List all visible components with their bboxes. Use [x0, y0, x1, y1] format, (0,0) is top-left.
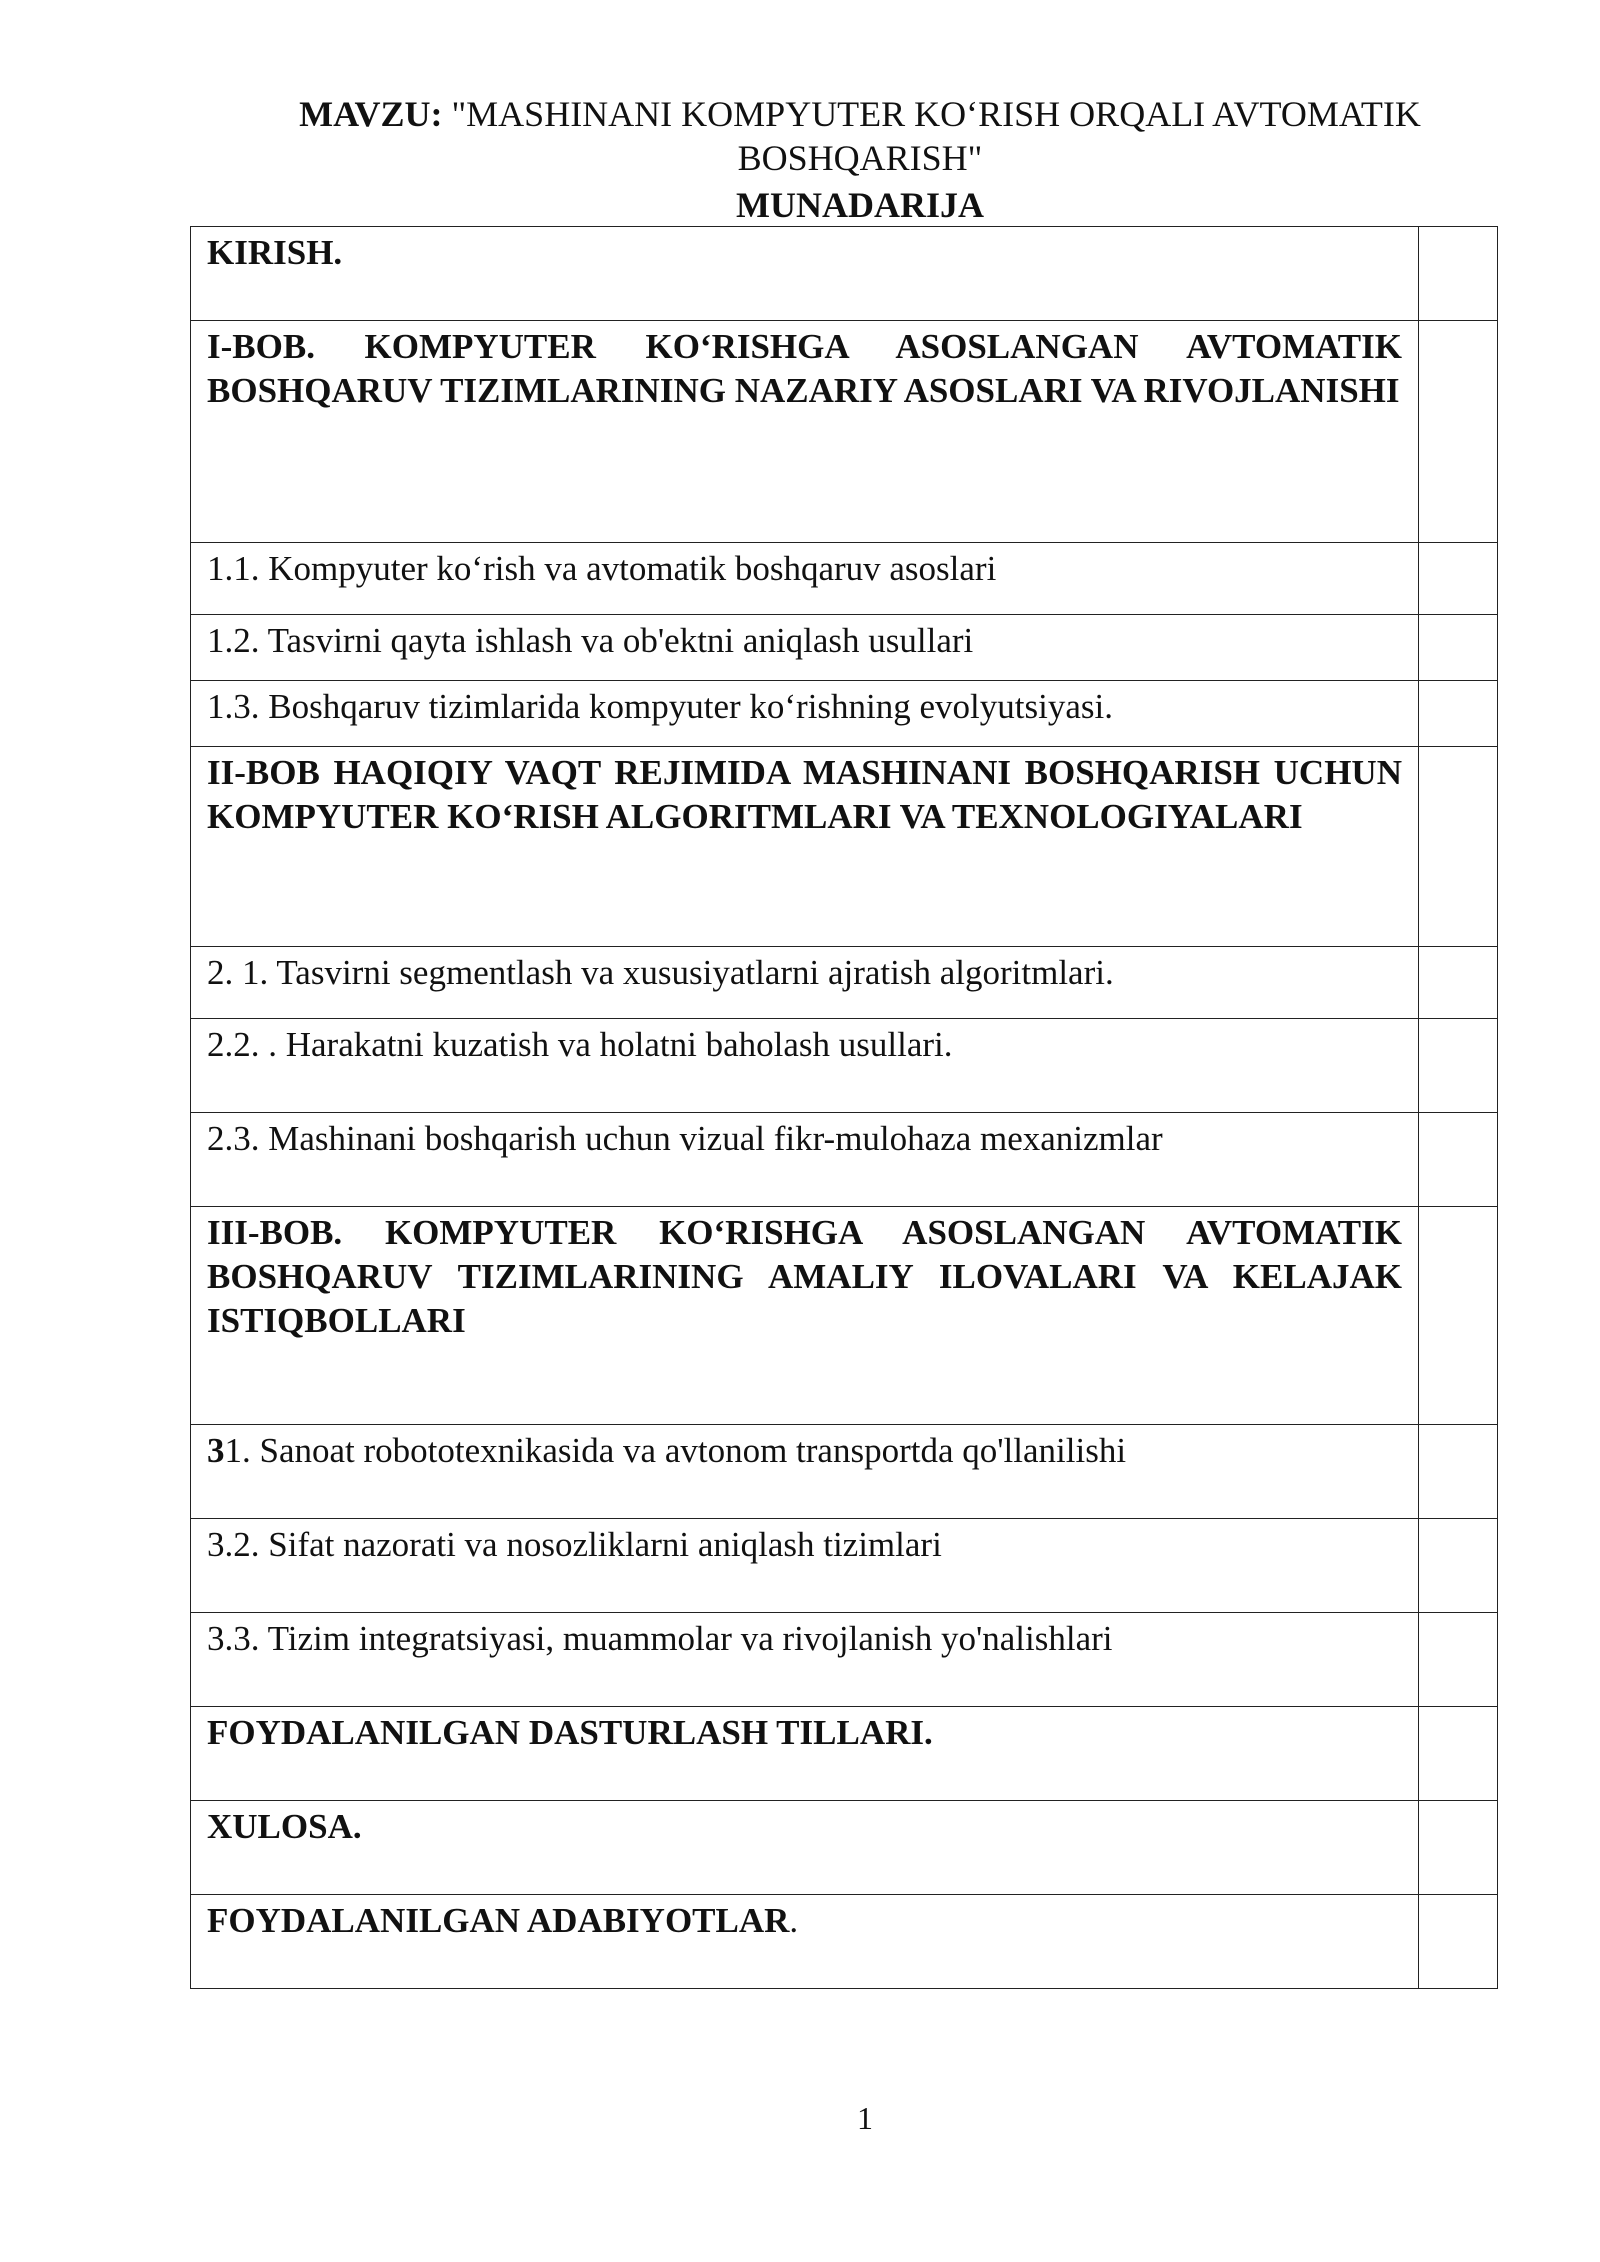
toc-page-cell — [1419, 615, 1498, 681]
toc-row-kirish — [191, 227, 1498, 321]
toc-entry-section-2-2: 2.2. . Harakatni kuzatish va holatni baholash usullari. — [191, 1019, 1419, 1113]
toc-page-cell — [1419, 1425, 1498, 1519]
toc-page-cell — [1419, 227, 1498, 321]
toc-row-section-2-3 — [191, 1113, 1498, 1207]
adabiyotlar-text: FOYDALANILGAN ADABIYOTLAR — [207, 1901, 790, 1940]
toc-row-section-2-1 — [191, 947, 1498, 1019]
toc-row-chapter-2 — [191, 747, 1498, 947]
table-of-contents — [190, 226, 1498, 1989]
toc-row-section-3-2 — [191, 1519, 1498, 1613]
toc-entry-section-1-1: 1.1. Kompyuter ko‘rish va avtomatik boshqaruv asoslari — [191, 543, 1419, 615]
document-title — [190, 92, 1530, 180]
toc-entry-chapter-1: I-BOB. KOMPYUTER KO‘RISHGA ASOSLANGAN AVTOMATIK BOSHQARUV TIZIMLARINING NAZARIY ASOSLARI VA RIVOJLANISHI — [191, 321, 1419, 543]
toc-entry-chapter-3: III-BOB. KOMPYUTER KO‘RISHGA ASOSLANGAN AVTOMATIK BOSHQARUV TIZIMLARINING AMALIY ILOVALARI VA KELAJAK ISTIQBOLLARI — [191, 1207, 1419, 1425]
toc-row-section-1-1 — [191, 543, 1498, 615]
toc-page-cell — [1419, 1519, 1498, 1613]
section-3-1-number: 3 — [207, 1431, 225, 1470]
toc-page-cell — [1419, 681, 1498, 747]
toc-entry-chapter-2: II-BOB HAQIQIY VAQT REJIMIDA MASHINANI BOSHQARISH UCHUN KOMPYUTER KO‘RISH ALGORITMLARI VA TEXNOLOGIYALARI — [191, 747, 1419, 947]
title-label: MAVZU: — [299, 94, 443, 134]
toc-entry-section-3-2: 3.2. Sifat nazorati va nosozliklarni aniqlash tizimlari — [191, 1519, 1419, 1613]
toc-row-section-1-2 — [191, 615, 1498, 681]
toc-row-section-3-1 — [191, 1425, 1498, 1519]
toc-page-cell — [1419, 543, 1498, 615]
toc-entry-section-2-1: 2. 1. Tasvirni segmentlash va xususiyatlarni ajratish algoritmlari. — [191, 947, 1419, 1019]
toc-entry-section-3-3: 3.3. Tizim integratsiyasi, muammolar va rivojlanish yo'nalishlari — [191, 1613, 1419, 1707]
toc-page-cell — [1419, 1207, 1498, 1425]
toc-page-cell — [1419, 1895, 1498, 1989]
toc-entry-kirish: KIRISH. — [191, 227, 1419, 321]
toc-page-cell — [1419, 947, 1498, 1019]
toc-page-cell — [1419, 1613, 1498, 1707]
page-number: 1 — [857, 2100, 873, 2136]
toc-row-languages — [191, 1707, 1498, 1801]
toc-row-adabiyotlar — [191, 1895, 1498, 1989]
section-3-1-text: 1. Sanoat robototexnikasida va avtonom transportda qo'llanilishi — [224, 1431, 1127, 1470]
toc-page-cell — [1419, 1801, 1498, 1895]
toc-heading: MUNADARIJA — [736, 185, 984, 225]
toc-row-section-1-3 — [191, 681, 1498, 747]
toc-page-cell — [1419, 1019, 1498, 1113]
toc-page-cell — [1419, 747, 1498, 947]
toc-entry-section-1-3: 1.3. Boshqaruv tizimlarida kompyuter ko‘rishning evolyutsiyasi. — [191, 681, 1419, 747]
toc-page-cell — [1419, 321, 1498, 543]
toc-row-chapter-1 — [191, 321, 1498, 543]
toc-row-section-2-2 — [191, 1019, 1498, 1113]
toc-entry-xulosa: XULOSA. — [191, 1801, 1419, 1895]
toc-entry-section-1-2: 1.2. Tasvirni qayta ishlash va ob'ektni aniqlash usullari — [191, 615, 1419, 681]
toc-page-cell — [1419, 1113, 1498, 1207]
toc-row-section-3-3 — [191, 1613, 1498, 1707]
toc-row-xulosa — [191, 1801, 1498, 1895]
toc-entry-section-2-3: 2.3. Mashinani boshqarish uchun vizual fikr-mulohaza mexanizmlar — [191, 1113, 1419, 1207]
adabiyotlar-period: . — [789, 1901, 799, 1940]
toc-entry-languages: FOYDALANILGAN DASTURLASH TILLARI. — [191, 1707, 1419, 1801]
title-text: "MASHINANI KOMPYUTER KO‘RISH ORQALI AVTOMATIK BOSHQARISH" — [442, 94, 1421, 178]
toc-entry-adabiyotlar — [191, 1895, 1419, 1989]
toc-row-chapter-3 — [191, 1207, 1498, 1425]
toc-entry-section-3-1 — [191, 1425, 1419, 1519]
toc-page-cell — [1419, 1707, 1498, 1801]
